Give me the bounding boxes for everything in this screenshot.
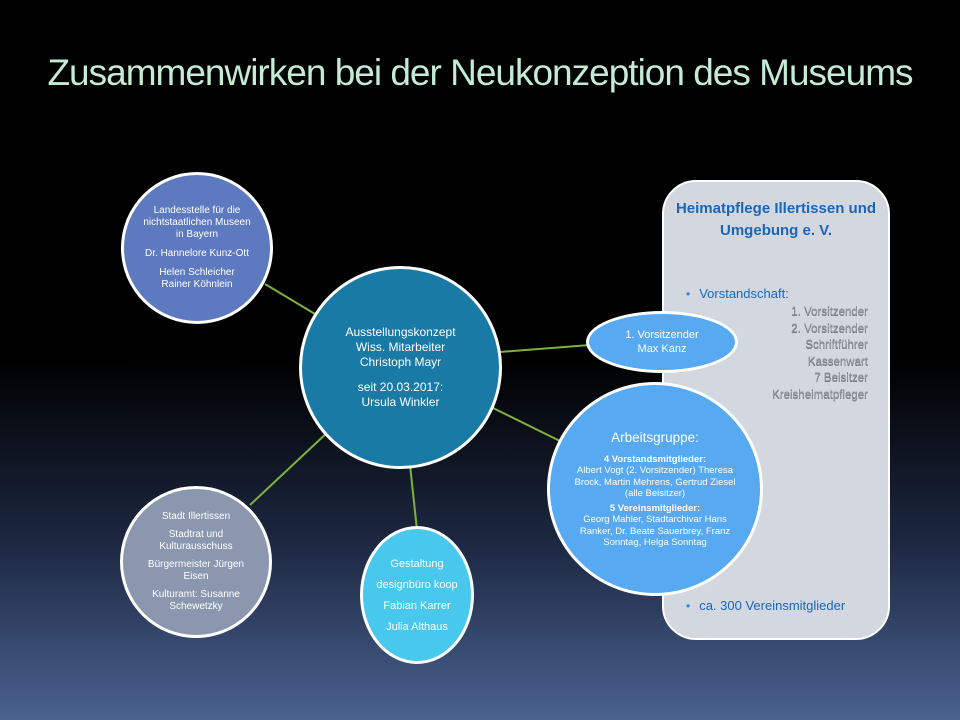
ausstellungskonzept-circle (299, 266, 502, 469)
connector-vorsitzender (500, 345, 590, 352)
vorstand-count-label: 4 Vorstandsmitglieder: (603, 453, 707, 465)
landesstelle-person-2: Helen Schleicher (159, 267, 235, 278)
landesstelle-person-3: Rainer Köhnlein (161, 279, 233, 290)
member-role: 2. Vorsitzender (791, 322, 868, 335)
gestaltung-heading: Gestaltung (390, 557, 444, 570)
landesstelle-person-1: Dr. Hannelore Kunz-Ott (145, 248, 249, 259)
member-role: 1. Vorsitzender (791, 306, 868, 318)
center-role: Wiss. Mitarbeiter (355, 340, 446, 354)
gestaltung-person-2: Julia Althaus (386, 620, 448, 633)
slide-title: Zusammenwirken bei der Neukonzeption des Museums (47, 52, 913, 93)
stadt-circle (120, 486, 272, 638)
member-role: Kreisheimatpfleger (772, 388, 868, 401)
arbeitsgruppe-heading: Arbeitsgruppe: (611, 429, 699, 445)
panel-title: Heimatpflege Illertissen und Umgebung e. V. (675, 200, 877, 239)
vorstand-names: Albert Vogt (2. Vorsitzender) Theresa Brock, Martin Mehrens, Gertrud Ziesel (alle Beisitzer) (574, 465, 736, 499)
stadt-kulturamt: Kulturamt: Susanne Schewetzky (152, 589, 240, 612)
connector-stadt (250, 430, 330, 505)
stadt-mayor: Bürgermeister Jürgen Eisen (147, 559, 245, 582)
vorsitzender-circle (586, 311, 738, 373)
connector-arbeitsgruppe (493, 408, 562, 442)
stadt-heading: Stadt Illertissen (161, 511, 231, 522)
gestaltung-circle (360, 526, 474, 664)
vorsitzender-title: 1. Vorsitzender (625, 329, 699, 341)
verein-names: Georg Mahler, Stadtarchivar Hans Ranker, Dr. Beate Sauerbrey, Franz Sonntag, Helga Sonntag (579, 514, 731, 548)
gestaltung-company: designbüro koop (376, 578, 458, 591)
landesstelle-org: Landesstelle für die nichtstaatlichen Museen in Bayern (143, 205, 251, 240)
center-person-2: Ursula Winkler (361, 395, 440, 409)
connector-gestaltung (410, 465, 417, 530)
connector-landesstelle (265, 284, 315, 314)
vorsitzender-name: Max Kanz (637, 343, 687, 355)
bullet-icon: • (686, 599, 691, 613)
vereinsmitglieder-item (686, 598, 845, 613)
gestaltung-person-1: Fabian Karrer (383, 599, 451, 612)
member-role: Kassenwart (807, 355, 868, 368)
arbeitsgruppe-circle (547, 382, 763, 596)
center-person-1: Christoph Mayr (359, 355, 442, 369)
member-role: Schriftführer (805, 339, 868, 351)
vorstandschaft-item (686, 286, 789, 301)
center-heading: Ausstellungskonzept (345, 325, 456, 339)
landesstelle-circle (121, 172, 273, 324)
verein-count-label: 5 Vereinsmitglieder: (609, 502, 701, 514)
vorstandschaft-label: Vorstandschaft: (699, 286, 789, 301)
bullet-icon: • (686, 287, 691, 301)
stadt-council: Stadtrat und Kulturausschuss (159, 529, 233, 552)
vereinsmitglieder-label: ca. 300 Vereinsmitglieder (699, 598, 846, 613)
center-since: seit 20.03.2017: (357, 380, 444, 394)
member-role: 7 Beisitzer (814, 372, 868, 384)
